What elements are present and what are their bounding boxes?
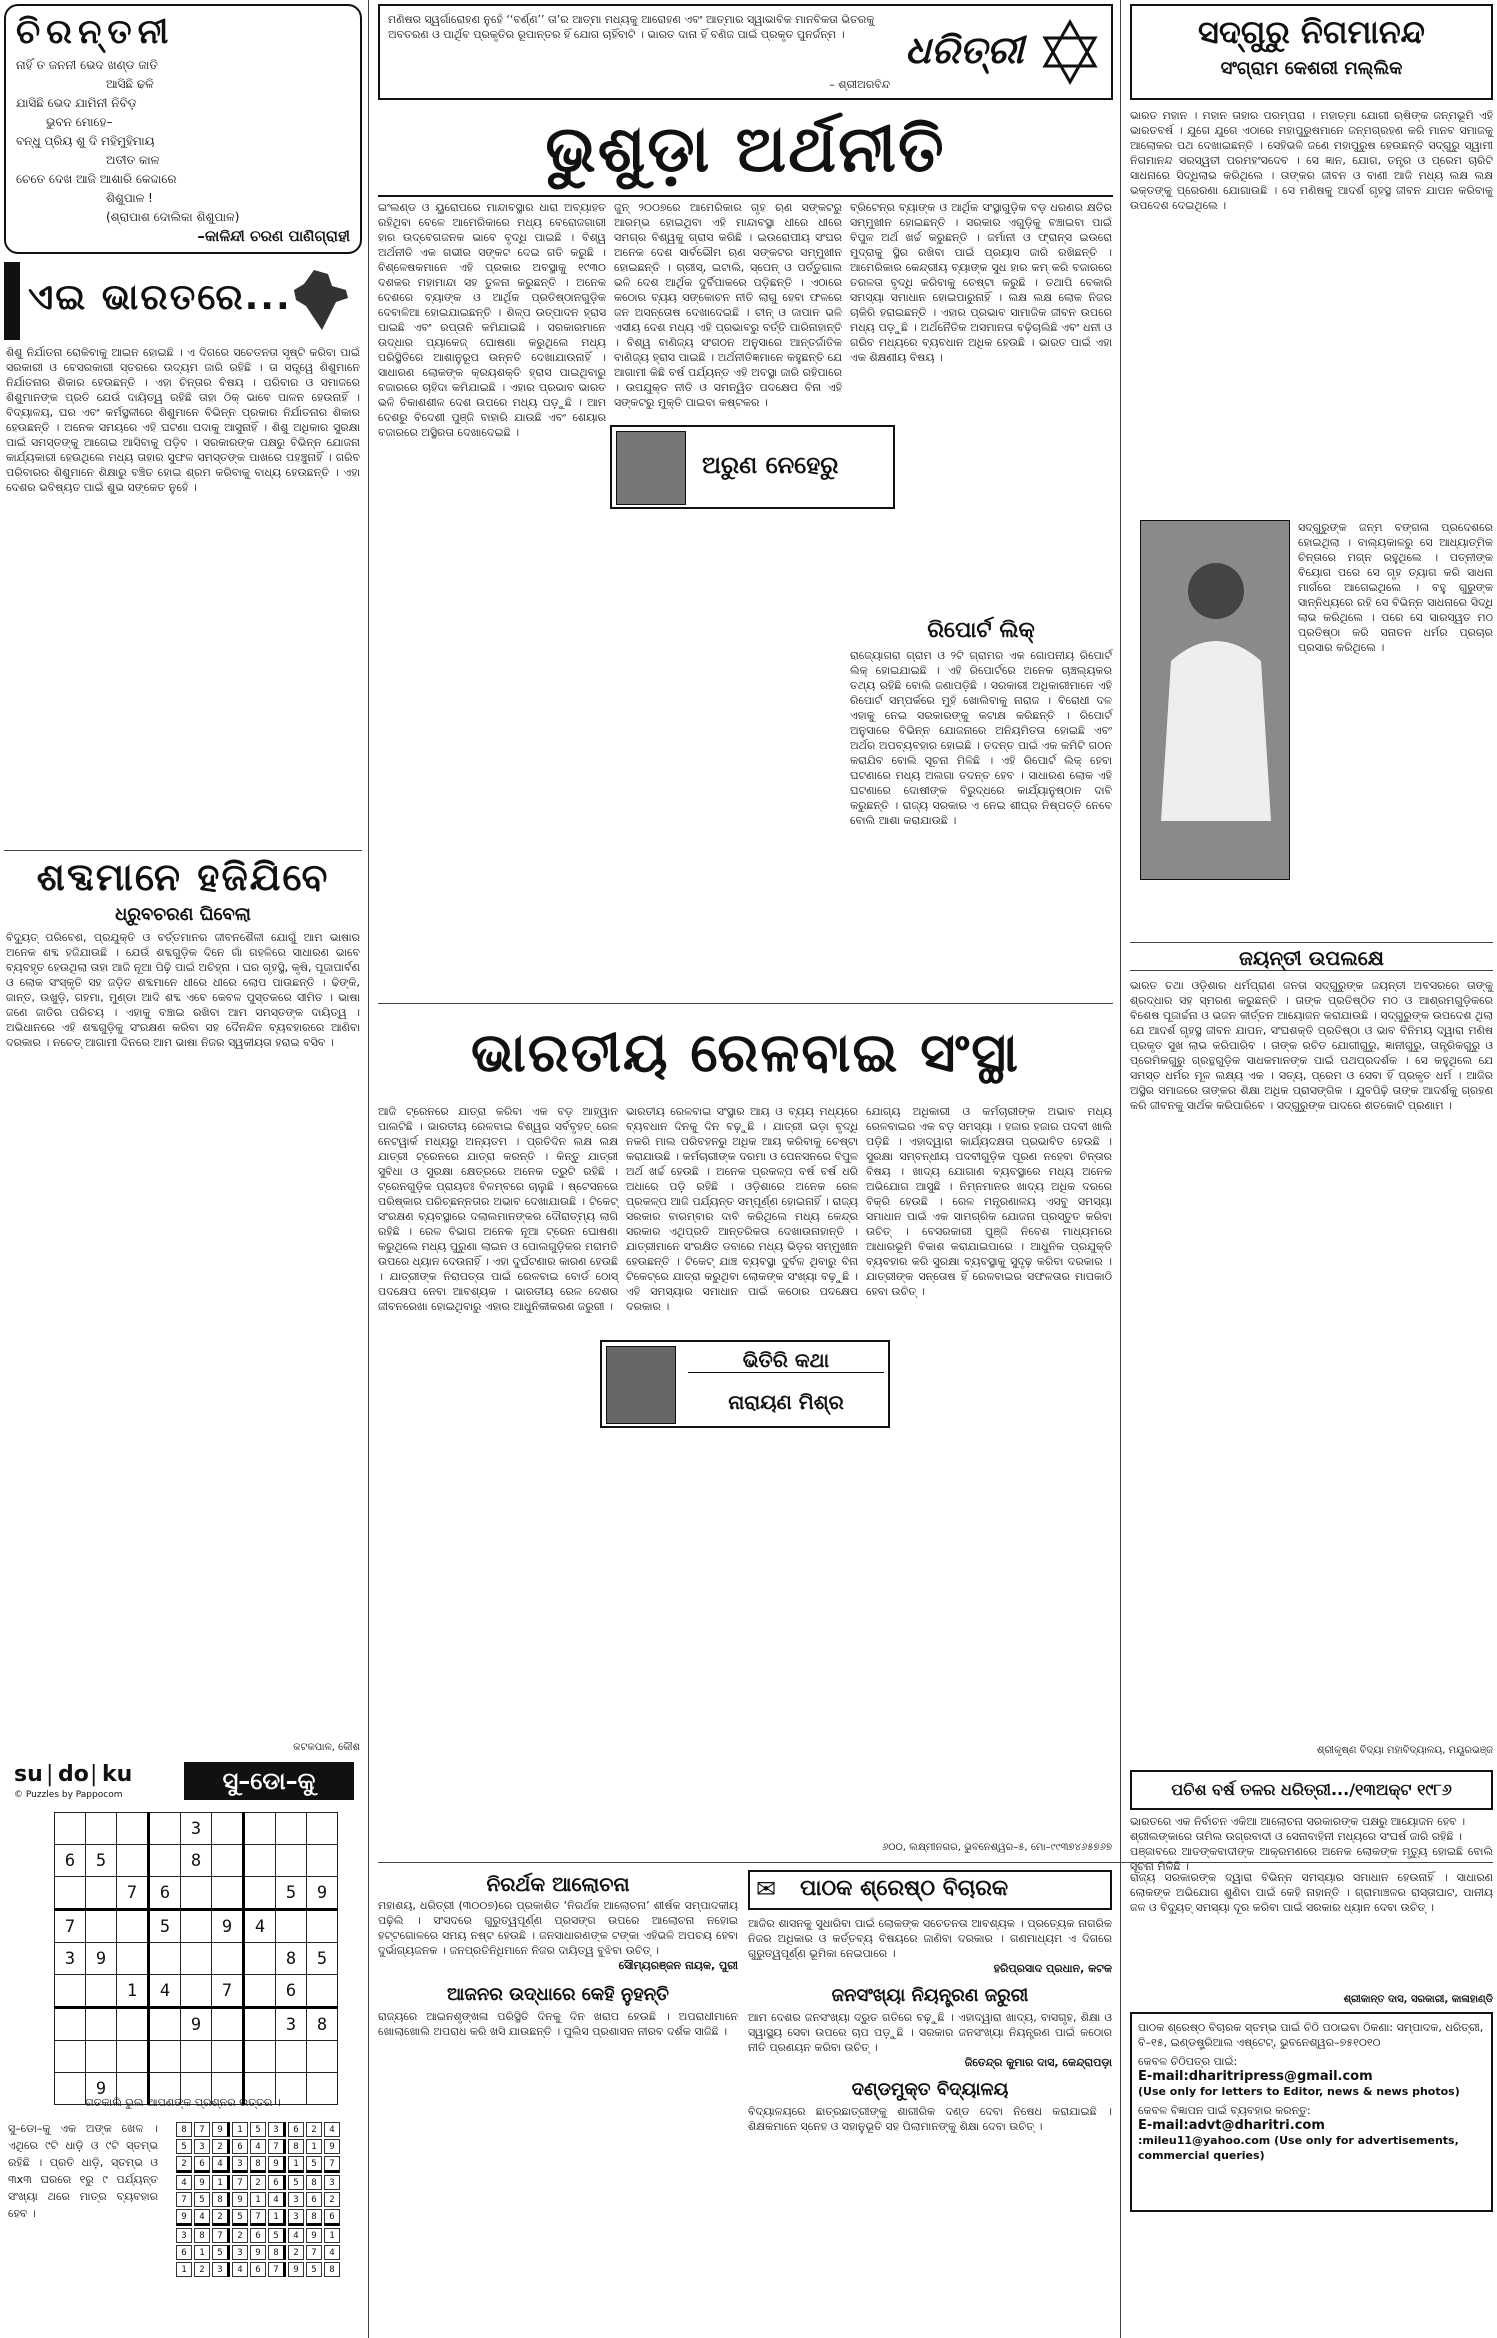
shabdamane-author: ଧ୍ରୁବଚରଣ ଘିବେଲା: [115, 904, 251, 925]
divider: [1130, 942, 1493, 943]
ei-bharatare-title: ଏଇ ଭାରତରେ...: [28, 277, 292, 318]
sudoku-cell: [307, 1910, 338, 1943]
pathaka-body: ଆଜିର ଶାସନକୁ ସୁଧାରିବା ପାଇଁ ଲୋକଙ୍କ ସଚେତନତା ଆବଶ୍ୟକ । ପ୍ରତ୍ୟେକ ନାଗରିକ ନିଜର ଅଧିକାର ଓ କର୍ତ୍ତବ୍ୟ ବିଷୟରେ ଜାଣିବା ଦରକାର । ଗଣମାଧ୍ୟମ ଏ ଦିଗରେ ଗୁରୁତ୍ୱପୂର୍ଣ୍ଣ ଭୂମିକା ନେଇପାରେ ।: [748, 1917, 1112, 1960]
solution-cell: 1: [176, 2262, 192, 2277]
letters-title: ନିରର୍ଥକ ଆଲୋଚନା: [486, 1872, 630, 1896]
solution-row: [176, 2262, 340, 2277]
sadguru-figure-icon: [1141, 521, 1291, 881]
solution-cell: 8: [176, 2122, 192, 2137]
sadguru-title: ସଦ୍‌ଗୁରୁ ନିଗମାନନ୍ଦ: [1198, 13, 1425, 51]
solution-cell: 7: [324, 2156, 340, 2173]
author-photo: [606, 1346, 676, 1424]
solution-cell: 4: [194, 2209, 210, 2226]
pathaka-sign2: ଜିତେନ୍ଦ୍ର କୁମାର ଦାସ, କେନ୍ଦ୍ରାପଡ଼ା: [964, 2056, 1112, 2069]
main-col1: ଇଂଲଣ୍ଡ ଓ ୟୁରୋପରେ ମାନ୍ଦାବସ୍ଥାର ଧାରା ଅବ୍ୟାହତ ରହିଥିବା ବେଳେ ଆମେରିକାରେ ମଧ୍ୟ ବେରୋଜଗାରୀ ହାର ଉଦ୍‌ବେଗଜନକ ଭାବେ ବୃଦ୍ଧି ପାଇଛି । ବିଶ୍ୱ ଅର୍ଥନୀତି ଏକ ଗଭୀର ସଙ୍କଟ ଦେଇ ଗତି କରୁଛି । ବିଶ୍ଳେଷକମାନେ ଏହି ପ୍ରକାର ଅବସ୍ଥାକୁ ୧୯୩୦ ଦଶକର ମହାମାନ୍ଦା ସହ ତୁଳନା କରୁଛନ୍ତି । ଅନେକ ଦେଶରେ ବ୍ୟାଙ୍କ ଓ ଆର୍ଥିକ ପ୍ରତିଷ୍ଠାନଗୁଡ଼ିକ ଦେବାଳିଆ ହୋଇଯାଇଛନ୍ତି । ଶିଳ୍ପ ଉତ୍ପାଦନ ହ୍ରାସ ପାଇଛି ଏବଂ ରପ୍ତାନି କମିଯାଇଛି । ସରକାରମାନେ ଉଦ୍ଧାର ପ୍ୟାକେଜ୍ ଘୋଷଣା କରୁଥିଲେ ମଧ୍ୟ ପରିସ୍ଥିତିରେ ଆଶାନୁରୂପ ଉନ୍ନତି ଦେଖାଯାଉନାହିଁ । ସାଧାରଣ ଲୋକଙ୍କ କ୍ରୟଶକ୍ତି ହ୍ରାସ ପାଇଥିବାରୁ ବଜାରରେ ଚାହିଦା କମିଯାଇଛି । ଏହାର ପ୍ରଭାବ ଭାରତ ଭଳି ବିକାଶଶୀଳ ଦେଶ ଉପରେ ମଧ୍ୟ ପଡ଼ୁଛି । ଆମ ଦେଶରୁ ବିଦେଶୀ ପୁଞ୍ଜି ବାହାରି ଯାଉଛି ଏବଂ ଶେୟାର ବଜାରରେ ଅସ୍ଥିରତା ଦେଖାଦେଇଛି ।: [378, 201, 606, 439]
sadguru-body2: ସଦ୍‌ଗୁରୁଙ୍କ ଜନ୍ମ ବଙ୍ଗଳା ପ୍ରଦେଶରେ ହୋଇଥିଲା । ବାଲ୍ୟକାଳରୁ ସେ ଆଧ୍ୟାତ୍ମିକ ଚିନ୍ତାରେ ମଗ୍ନ ରହୁଥିଲେ । ପତ୍ନୀଙ୍କ ବିୟୋଗ ପରେ ସେ ଗୃହ ତ୍ୟାଗ କରି ସାଧନା ମାର୍ଗରେ ଆଗେଇଥିଲେ । ବହୁ ଗୁରୁଙ୍କ ସାନ୍ନିଧ୍ୟରେ ରହି ସେ ବିଭିନ୍ନ ସାଧନାରେ ସିଦ୍ଧି ଲାଭ କରିଥିଲେ । ପରେ ସେ ସାରସ୍ୱତ ମଠ ପ୍ରତିଷ୍ଠା କରି ସନାତନ ଧର୍ମର ପ୍ରଚାର ପ୍ରସାର କରିଥିଲେ ।: [1298, 521, 1493, 654]
column-divider: [1120, 0, 1121, 1862]
poem-line: ଭୁବନ ମୋହେ–: [46, 115, 113, 129]
sudoku-row: [55, 1877, 338, 1910]
sudoku-cell: 6: [149, 1877, 181, 1910]
poem-line: ଚେତେ ଦେଖ ଆଜି ଆଶାରି କେଦ୍ଦାରେ: [16, 172, 177, 186]
sudoku-cell: [86, 2041, 117, 2073]
pathaka-title: ପାଠକ ଶ୍ରେଷ୍ଠ ବିଚାରକ: [800, 1876, 1009, 1901]
pachisha-box: [1130, 1770, 1493, 1810]
rightbottom-sign: ଶ୍ରୀକାନ୍ତ ଦାସ, ସରକାରୀ, କାଳାହାଣ୍ଡି: [1343, 1994, 1493, 2005]
solution-cell: 6: [250, 2228, 266, 2243]
sudoku-cell: 3: [276, 2008, 307, 2041]
solution-cell: 2: [194, 2262, 210, 2277]
sudoku-cell: 7: [212, 1975, 244, 2008]
sudoku-cell: [86, 1910, 117, 1943]
railway-col1: ଆଜି ଟ୍ରେନରେ ଯାତ୍ରା କରିବା ଏକ ବଡ଼ ଆହ୍ୱାନ ପାଲଟିଛି । ଭାରତୀୟ ରେଳବାଇ ବିଶ୍ୱର ସର୍ବବୃହତ୍ ରେଳ ନେଟୱାର୍କ ମଧ୍ୟରୁ ଅନ୍ୟତମ । ପ୍ରତିଦିନ ଲକ୍ଷ ଲକ୍ଷ ଯାତ୍ରୀ ଟ୍ରେନରେ ଯାତ୍ରା କରନ୍ତି । କିନ୍ତୁ ଯାତ୍ରୀ ସୁବିଧା ଓ ସୁରକ୍ଷା କ୍ଷେତ୍ରରେ ଅନେକ ତ୍ରୁଟି ରହିଛି । ଟ୍ରେନଗୁଡ଼ିକ ପ୍ରାୟତଃ ବିଳମ୍ବରେ ଚାଲୁଛି । ଷ୍ଟେସନରେ ପରିଷ୍କାର ପରିଚ୍ଛନ୍ନତାର ଅଭାବ ଦେଖାଯାଉଛି । ଟିକେଟ୍ ସଂରକ୍ଷଣ ବ୍ୟବସ୍ଥାରେ ଦଲାଲମାନଙ୍କର ଦୌରାତ୍ମ୍ୟ ଲାଗି ରହିଛି । ରେଳ ବିଭାଗ ଅନେକ ନୂଆ ଟ୍ରେନ ଘୋଷଣା କରୁଥିଲେ ମଧ୍ୟ ପୁରୁଣା ଲାଇନ ଓ ପୋଲଗୁଡ଼ିକର ମରାମତି ଉପରେ ଧ୍ୟାନ ଦେଉନାହିଁ । ଏହା ଦୁର୍ଘଟଣାର କାରଣ ହେଉଛି । ଯାତ୍ରୀଙ୍କ ନିରାପତ୍ତା ପାଇଁ ରେଳବାଇ ବୋର୍ଡ ଠୋସ୍ ପଦକ୍ଷେପ ନେବା ଆବଶ୍ୟକ । ଭାରତୀୟ ରେଳ ଦେଶର ଜୀବନରେଖା ହୋଇଥିବାରୁ ଏହାର ଆଧୁନିକୀକରଣ ଜରୁରୀ ।: [378, 1105, 618, 1313]
railway-author: ନାରାୟଣ ମିଶ୍ର: [728, 1390, 844, 1414]
solution-cell: 5: [194, 2192, 210, 2207]
star-emblem-icon: [1035, 16, 1105, 90]
sudoku-cell: [307, 1813, 338, 1845]
sudoku-cell: [307, 1845, 338, 1877]
sudoku-cell: [181, 1943, 212, 1975]
solution-cell: 5: [268, 2228, 286, 2243]
solution-cell: 1: [232, 2122, 248, 2137]
sudoku-solution-table: [174, 2120, 342, 2279]
sudoku-cell: [149, 1845, 181, 1877]
solution-cell: 2: [212, 2209, 230, 2226]
solution-cell: 9: [268, 2156, 286, 2173]
solution-cell: 4: [288, 2228, 304, 2243]
solution-cell: 5: [212, 2245, 230, 2260]
solution-cell: 8: [250, 2156, 266, 2173]
solution-cell: 6: [288, 2122, 304, 2137]
solution-cell: 7: [194, 2122, 210, 2137]
sudoku-cell: 5: [86, 1845, 117, 1877]
solution-cell: 1: [194, 2245, 210, 2260]
sudoku-logo-b: do: [58, 1762, 89, 1787]
sudoku-cell: 1: [117, 1975, 149, 2008]
solution-cell: 4: [324, 2122, 340, 2137]
sudoku-cell: [244, 1877, 276, 1910]
pachisha-title: ପଚିଶ ବର୍ଷ ତଳର ଧରିତ୍ରୀ.../୧୩ଅକ୍ଟ ୧୯୮୬: [1171, 1780, 1452, 1799]
sudoku-cell: [244, 1975, 276, 2008]
solution-row: [176, 2156, 340, 2173]
sudoku-cell: 9: [86, 1943, 117, 1975]
adv-email-link[interactable]: E-mail:advt@dharitri.com: [1138, 2118, 1325, 2133]
pathaka-title-box: [748, 1870, 1112, 1910]
india-map-icon: [284, 266, 356, 336]
shabdamane-footer: କଟକପାଳ, କୌଶ: [293, 1742, 360, 1753]
sudoku-cell: [244, 1943, 276, 1975]
solution-cell: 3: [324, 2175, 340, 2190]
sudoku-sub: © Puzzles by Pappocom: [14, 1790, 123, 1800]
sudoku-section: [4, 1760, 362, 2334]
sudoku-table: [54, 1812, 338, 2105]
sudoku-cell: 9: [86, 2073, 117, 2105]
solution-cell: 7: [250, 2209, 266, 2226]
sudoku-cell: 9: [212, 1910, 244, 1943]
sudoku-caption: ଗତକାଲି ଭୁଲ ଆପଣଙ୍କ ପ୍ରଶ୍ନର ଉତ୍ତର ।: [85, 2096, 281, 2109]
solution-cell: 6: [268, 2175, 286, 2190]
solution-row: [176, 2122, 340, 2137]
sudoku-cell: [86, 2008, 117, 2041]
solution-cell: 5: [306, 2156, 322, 2173]
quote-author: – ଶ୍ରୀଅରବିନ୍ଦ: [829, 78, 890, 91]
solution-cell: 7: [232, 2175, 248, 2190]
solution-cell: 9: [176, 2209, 192, 2226]
column-divider: [368, 0, 369, 2338]
sudoku-cell: 5: [307, 1943, 338, 1975]
solution-cell: 1: [250, 2192, 266, 2207]
solution-cell: 2: [250, 2175, 266, 2190]
solution-cell: 4: [268, 2192, 286, 2207]
sudoku-solution: [174, 2120, 342, 2279]
main-col3: ବ୍ରିଟେନ୍‌ର ବ୍ୟାଙ୍କ ଓ ଆର୍ଥିକ ସଂସ୍ଥାଗୁଡ଼ିକ ବଡ଼ ଧରଣର କ୍ଷତିର ସମ୍ମୁଖୀନ ହୋଇଛନ୍ତି । ସରକାର ଏଗୁଡ଼ିକୁ ବଞ୍ଚାଇବା ପାଇଁ ବିପୁଳ ଅର୍ଥ ଖର୍ଚ୍ଚ କରୁଛନ୍ତି । ଜର୍ମାନୀ ଓ ଫ୍ରାନ୍ସ ଇଉରୋ ମୁଦ୍ରାକୁ ସ୍ଥିର ରଖିବା ପାଇଁ ପ୍ରୟାସ ଜାରି ରଖିଛନ୍ତି । ଆମେରିକାର କେନ୍ଦ୍ରୀୟ ବ୍ୟାଙ୍କ ସୁଧ ହାର କମ୍ କରି ବଜାରରେ ତରଳତା ବୃଦ୍ଧି କରିବାକୁ ଚେଷ୍ଟା କରୁଛି । ତଥାପି ବେକାରି ସମସ୍ୟା ସମାଧାନ ହୋଇପାରୁନାହିଁ । ଲକ୍ଷ ଲକ୍ଷ ଲୋକ ନିଜର ଚାକିରି ହରାଇଛନ୍ତି । ଏହାର ପ୍ରଭାବ ସାମାଜିକ ଜୀବନ ଉପରେ ମଧ୍ୟ ପଡ଼ୁଛି । ଅର୍ଥନୈତିକ ଅସମାନତା ବଢ଼ିଚାଲିଛି ଏବଂ ଧନୀ ଓ ଗରିବ ମଧ୍ୟରେ ବ୍ୟବଧାନ ଅଧିକ ହେଉଛି । ଭାରତ ପାଇଁ ଏହା ଏକ ଶିକ୍ଷଣୀୟ ବିଷୟ ।: [850, 201, 1112, 364]
poem-line: ଯାସିଛି ଭେଦ ଯାମିନୀ ନିବିଡ଼: [16, 96, 137, 110]
letters-col: [378, 1870, 738, 2330]
poem-line: ଶିଶୁପାଳ !: [106, 191, 153, 205]
quote-text: ମଣିଷର ସ୍ୱର୍ଗାରୋହଣ ନୁହେଁ ‘‘ବର୍ଣ୍ଣ’’ ତା’ର ଆତ୍ମା ମଧ୍ୟକୁ ଆରୋହଣ ଏବଂ ଆତ୍ମାର ସ୍ୱାଭାବିକ ମାନବିକତା ଭିତରକୁ ଅବତରଣ ଓ ପାର୍ଥିବ ପ୍ରକୃତିର ରୂପାନ୍ତର ହିଁ ଯୋଗ ଚାହିଁବାଟି । ଭାରତ ଦାନା ହିଁ ବଣିଜ ପାଇଁ ପ୍ରକୃତ ପୁନର୍ଜନ୍ମ ।: [388, 13, 875, 41]
sudoku-cell: [244, 1813, 276, 1845]
sudoku-cell: [117, 1943, 149, 1975]
sudoku-cell: 6: [55, 1845, 86, 1877]
solution-cell: 6: [194, 2156, 210, 2173]
letters-title2: ଆଜନର ଉଦ୍ଧାରେ କେହି ନୁହନ୍ତି: [447, 1984, 669, 2005]
sudoku-cell: [149, 2041, 181, 2073]
column-divider: [1120, 1862, 1121, 2338]
contact-box: [1130, 2012, 1493, 2212]
letters-body2: ରାଜ୍ୟରେ ଆଇନଶୃଙ୍ଖଳା ପରିସ୍ଥିତି ଦିନକୁ ଦିନ ଖରାପ ହେଉଛି । ଅପରାଧୀମାନେ ଖୋଲାଖୋଲି ଅପରାଧ କରି ଖସି ଯାଉଛନ୍ତି । ପୁଲିସ ପ୍ରଶାସନ ନୀରବ ଦର୍ଶକ ସାଜିଛି ।: [378, 2010, 738, 2038]
rightbottom-body: ରାଜ୍ୟ ସରକାରଙ୍କ ଦ୍ୱାରା ବିଭିନ୍ନ ସମସ୍ୟାର ସମାଧାନ ହେଉନାହିଁ । ସାଧାରଣ ଲୋକଙ୍କ ଅଭିଯୋଗ ଶୁଣିବା ପାଇଁ କେହି ନାହାନ୍ତି । ଗ୍ରାମାଞ୍ଚଳର ରାସ୍ତାଘାଟ, ପାନୀୟ ଜଳ ଓ ବିଦ୍ୟୁତ୍ ସମସ୍ୟା ଦୂର କରିବା ପାଇଁ ସରକାର ଧ୍ୟାନ ଦେବା ଉଚିତ୍ ।: [1130, 1871, 1493, 1914]
solution-cell: 5: [176, 2139, 192, 2154]
sudoku-row: [55, 2008, 338, 2041]
solution-cell: 1: [288, 2156, 304, 2173]
solution-cell: 8: [288, 2139, 304, 2154]
solution-row: [176, 2209, 340, 2226]
sudoku-rules: ସୁ–ଡୋ–କୁ ଏକ ଅଙ୍କ ଖେଳ । ଏଥିରେ ୯ଟି ଧାଡ଼ି ଓ ୯ଟି ସ୍ତମ୍ଭ ରହିଛି । ପ୍ରତି ଧାଡ଼ି, ସ୍ତମ୍ଭ ଓ ୩x୩ ଘରରେ ୧ରୁ ୯ ପର୍ଯ୍ୟନ୍ତ ସଂଖ୍ୟା ଥରେ ମାତ୍ର ବ୍ୟବହାର ହେବ ।: [8, 2122, 158, 2220]
sudoku-logo-a: su: [14, 1762, 43, 1787]
solution-cell: 9: [212, 2122, 230, 2137]
sadguru-photo: [1140, 520, 1290, 880]
sudoku-cell: 9: [181, 2008, 212, 2041]
sudoku-cell: [117, 1813, 149, 1845]
pachisha-item: ପଞ୍ଜାବରେ ଆତଙ୍କବାଦୀଙ୍କ ଆକ୍ରମଣରେ ଅନେକ ଲୋକଙ୍କ ମୃତ୍ୟୁ ହୋଇଛି ବୋଲି ସୂଚନା ମିଳିଛି ।: [1130, 1845, 1493, 1873]
sudoku-cell: [276, 1910, 307, 1943]
solution-cell: 2: [324, 2192, 340, 2207]
contact-info: ପାଠକ ଶ୍ରେଷ୍ଠ ବିଚାରକ ସ୍ତମ୍ଭ ପାଇଁ ଚିଠି ପଠାଇବା ଠିକଣା: ସମ୍ପାଦକ, ଧରିତ୍ରୀ, ବି–୧୫, ଇଣ୍ଡଷ୍ଟ୍ରିଆଲ ଏଷ୍ଟେଟ୍, ଭୁବନେଶ୍ୱର–୭୫୧୦୧୦: [1138, 2021, 1484, 2049]
solution-cell: 5: [288, 2175, 304, 2190]
pathaka-sign: ହରିପ୍ରସାଦ ପ୍ରଧାନ, କଟକ: [993, 1962, 1112, 1975]
sudoku-cell: [149, 2008, 181, 2041]
sudoku-logo-c: ku: [102, 1762, 133, 1787]
sudoku-cell: 7: [117, 1877, 149, 1910]
sudoku-cell: [55, 2041, 86, 2073]
pathaka-body3: ବିଦ୍ୟାଳୟରେ ଛାତ୍ରଛାତ୍ରୀଙ୍କୁ ଶାରୀରିକ ଦଣ୍ଡ ଦେବା ନିଷେଧ କରାଯାଇଛି । ଶିକ୍ଷକମାନେ ସ୍ନେହ ଓ ସହାନୁଭୂତି ସହ ପିଲାମାନଙ୍କୁ ଶିକ୍ଷା ଦେବା ଉଚିତ୍ ।: [748, 2105, 1112, 2133]
railway-headline: ଭାରତୀୟ ରେଳବାଇ ସଂସ୍ଥା: [470, 1021, 1020, 1084]
solution-cell: 9: [306, 2228, 322, 2243]
sudoku-cell: [276, 2041, 307, 2073]
pachisha-list: [1130, 1814, 1493, 1873]
solution-cell: 2: [212, 2139, 230, 2154]
sudoku-cell: [149, 1943, 181, 1975]
chirantani-title: ଚିରନ୍ତନୀ: [16, 12, 175, 52]
sadguru-author: ସଂଗ୍ରାମ କେଶରୀ ମଲ୍ଲିକ: [1220, 58, 1403, 79]
solution-cell: 9: [232, 2192, 248, 2207]
shabdamane-title: ଶବ୍ଦମାନେ ହଜିଯିବେ: [36, 855, 330, 899]
solution-cell: 8: [324, 2262, 340, 2277]
sudoku-cell: 3: [181, 1813, 212, 1845]
sudoku-cell: [307, 2041, 338, 2073]
solution-cell: 8: [268, 2245, 286, 2260]
poem-line: ଅତୀତ କାଳ: [106, 153, 160, 167]
solution-cell: 6: [176, 2245, 192, 2260]
sudoku-logo-sep: |: [90, 1762, 98, 1787]
divider: [4, 850, 362, 851]
poem-line: ବନ୍ଧୁ ପ୍ରିୟ ଶୁ ଦି ମହିମୁହିମାୟ: [16, 134, 155, 148]
sudoku-cell: [149, 1813, 181, 1845]
poem-author: –କାଳିନ୍ଦୀ ଚରଣ ପାଣିଗ୍ରାହୀ: [197, 227, 350, 245]
sudoku-cell: [212, 2041, 244, 2073]
poem-line: ନାହିଁ ତ ଜନନୀ ଭେଦ ଖଣ୍ଡ ଜାତି: [16, 58, 158, 72]
pathaka-title3: ଦଣ୍ଡମୁକ୍ତ ବିଦ୍ୟାଳୟ: [851, 2079, 1009, 2100]
sudoku-cell: [212, 1845, 244, 1877]
sudoku-cell: [276, 1813, 307, 1845]
jayanti-title: ଜୟନ୍ତୀ ଉପଲକ୍ଷେ: [1130, 946, 1493, 971]
sudoku-cell: 9: [307, 1877, 338, 1910]
solution-cell: 9: [250, 2245, 266, 2260]
solution-row: [176, 2192, 340, 2207]
sudoku-cell: 8: [181, 1845, 212, 1877]
main-headline: ଭୁଶୁଡ଼ା ଅର୍ଥନୀତି: [378, 105, 1113, 197]
sudoku-cell: [117, 1910, 149, 1943]
sadguru-header: [1130, 4, 1493, 100]
solution-cell: 7: [268, 2262, 286, 2277]
letters-body: ମହାଶୟ, ଧରିତ୍ରୀ (୩୦୦୭)ରେ ପ୍ରକାଶିତ ‘ନିରର୍ଥକ ଆଲୋଚନା’ ଶୀର୍ଷକ ସମ୍ପାଦକୀୟ ପଢ଼ିଲି । ସଂସଦରେ ଗୁରୁତ୍ୱପୂର୍ଣ୍ଣ ପ୍ରସଙ୍ଗ ଉପରେ ଆଲୋଚନା ନହୋଇ ହଟ୍ଟଗୋଳରେ ସମୟ ନଷ୍ଟ ହେଉଛି । ଜନସାଧାରଣଙ୍କ ଟଙ୍କା ଏହିଭଳି ଅପଚୟ ହେବା ଦୁର୍ଭାଗ୍ୟଜନକ । ଜନପ୍ରତିନିଧିମାନେ ନିଜର ଦାୟିତ୍ୱ ବୁଝିବା ଉଚିତ୍ ।: [378, 1899, 738, 1957]
sudoku-cell: [181, 1910, 212, 1943]
sudoku-row: [55, 1910, 338, 1943]
solution-cell: 7: [306, 2245, 322, 2260]
email-link[interactable]: E-mail:dharitripress@gmail.com: [1138, 2069, 1373, 2084]
author-photo: [616, 431, 686, 505]
sudoku-cell: [86, 1813, 117, 1845]
solution-cell: 7: [268, 2139, 286, 2154]
solution-cell: 1: [268, 2209, 286, 2226]
shabdamane-body: ବିଦ୍ୟୁତ୍ ପରିବେଶ, ପ୍ରଯୁକ୍ତି ଓ ବର୍ତ୍ତମାନର ଜୀବନଶୈଳୀ ଯୋଗୁଁ ଆମ ଭାଷାର ଅନେକ ଶବ୍ଦ ହଜିଯାଉଛି । ଯେଉଁ ଶବ୍ଦଗୁଡ଼ିକ ଦିନେ ଗାଁ ଗହଳିରେ ସାଧାରଣ ଭାବେ ବ୍ୟବହୃତ ହେଉଥିଲା ତାହା ଆଜି ନୂଆ ପିଢ଼ି ପାଇଁ ଅଚିହ୍ନା । ଘର ଗୃହସ୍ଥି, କୃଷି, ପୂଜାପାର୍ବଣ ଓ ଲୋକ ସଂସ୍କୃତି ସହ ଜଡ଼ିତ ଶବ୍ଦମାନେ ଧୀରେ ଧୀରେ ଲୋପ ପାଉଛନ୍ତି । ଢିଙ୍କି, ଜାନ୍ତ, ଉଖୁଡ଼ି, ଗହମା, ମୁଣ୍ଡା ଆଦି ଶବ୍ଦ ଏବେ କେବଳ ପୁସ୍ତକରେ ସୀମିତ । ଭାଷା ଜଣେ ଜାତିର ପରିଚୟ । ଏହାକୁ ବଞ୍ଚାଇ ରଖିବା ଆମ ସମସ୍ତଙ୍କ ଦାୟିତ୍ୱ । ଅଭିଧାନରେ ଏହି ଶବ୍ଦଗୁଡ଼ିକୁ ସଂରକ୍ଷଣ କରିବା ସହ ଦୈନନ୍ଦିନ ବ୍ୟବହାରରେ ଆଣିବା ଦରକାର । ନଚେତ୍ ଆଗାମୀ ଦିନରେ ଆମ ଭାଷା ନିଜର ସ୍ୱକୀୟତା ହରାଇ ବସିବ ।: [6, 931, 360, 1049]
solution-cell: 5: [232, 2209, 248, 2226]
sudoku-logo-sep: |: [46, 1762, 54, 1787]
header-bar: [4, 262, 20, 340]
solution-cell: 4: [232, 2262, 248, 2277]
sudoku-cell: [212, 1813, 244, 1845]
sadguru-body3: ଭାରତ ତଥା ଓଡ଼ିଶାର ଧର୍ମପ୍ରାଣ ଜନତା ସଦ୍‌ଗୁରୁଙ୍କ ଜୟନ୍ତୀ ଅବସରରେ ତାଙ୍କୁ ଶ୍ରଦ୍ଧାର ସହ ସ୍ମରଣ କରୁଛନ୍ତି । ତାଙ୍କ ପ୍ରତିଷ୍ଠିତ ମଠ ଓ ଆଶ୍ରମଗୁଡ଼ିକରେ ବିଶେଷ ପୂଜାର୍ଚ୍ଚନା ଓ ଭଜନ କୀର୍ତ୍ତନ ଆୟୋଜନ କରାଯାଉଛି । ସଦ୍‌ଗୁରୁଙ୍କ ଉପଦେଶ ଥିଲା ଯେ ଆଦର୍ଶ ଗୃହସ୍ଥ ଜୀବନ ଯାପନ, ସଂଘଶକ୍ତି ପ୍ରତିଷ୍ଠା ଓ ଭାବ ବିନିମୟ ଦ୍ୱାରା ମଣିଷ ପ୍ରକୃତ ସୁଖ ଲାଭ କରିପାରିବ । ତାଙ୍କ ରଚିତ ଯୋଗୀଗୁରୁ, ଜ୍ଞାନୀଗୁରୁ, ତାନ୍ତ୍ରିକଗୁରୁ ଓ ପ୍ରେମିକଗୁରୁ ଗ୍ରନ୍ଥଗୁଡ଼ିକ ସାଧକମାନଙ୍କ ପାଇଁ ପଥପ୍ରଦର୍ଶକ । ସେ କହୁଥିଲେ ଯେ ସମସ୍ତ ଧର୍ମର ମୂଳ ଲକ୍ଷ୍ୟ ଏକ । ସତ୍ୟ, ପ୍ରେମ ଓ ସେବା ହିଁ ପ୍ରକୃତ ଧର୍ମ । ଆଜିର ଅସ୍ଥିର ସମାଜରେ ତାଙ୍କର ଶିକ୍ଷା ଅଧିକ ପ୍ରାସଙ୍ଗିକ । ଯୁବପିଢ଼ି ତାଙ୍କ ଆଦର୍ଶକୁ ଗ୍ରହଣ କରି ଜୀବନକୁ ସାର୍ଥକ କରିପାରିବେ । ସଦ୍‌ଗୁରୁଙ୍କ ପାଦରେ ଶତକୋଟି ପ୍ରଣାମ ।: [1130, 979, 1493, 1112]
pathaka-body2: ଆମ ଦେଶର ଜନସଂଖ୍ୟା ଦ୍ରୁତ ଗତିରେ ବଢ଼ୁଛି । ଏହାଦ୍ୱାରା ଖାଦ୍ୟ, ବାସଗୃହ, ଶିକ୍ଷା ଓ ସ୍ୱାସ୍ଥ୍ୟ ସେବା ଉପରେ ଚାପ ପଡ଼ୁଛି । ସରକାର ଜନସଂଖ୍ୟା ନିୟନ୍ତ୍ରଣ ପାଇଁ କଠୋର ନୀତି ପ୍ରଣୟନ କରିବା ଉଚିତ୍ ।: [748, 2011, 1112, 2054]
sudoku-row: [55, 1975, 338, 2008]
sudoku-row: [55, 2041, 338, 2073]
sudoku-cell: [117, 2041, 149, 2073]
divider: [378, 1003, 1113, 1004]
dharitri-logo: ଧରିତ୍ରୀ: [905, 28, 1024, 72]
solution-cell: 9: [194, 2175, 210, 2190]
poem-source: (ଶ୍ରାପାଶ ଦୋଲିକା ଶିଶୁପାଳ): [106, 210, 240, 224]
solution-cell: 3: [232, 2245, 248, 2260]
sudoku-logo: [14, 1762, 164, 1802]
sudoku-title: ସୁ–ଡୋ–କୁ: [184, 1762, 354, 1800]
sudoku-cell: [244, 2041, 276, 2073]
sudoku-row: [55, 1943, 338, 1975]
envelope-icon: ✉: [756, 1875, 777, 1903]
sudoku-cell: [55, 1975, 86, 2008]
report-leak-body: ରାଜ୍ୟୋଗରା ଗ୍ରାମ ଓ ୨ଟି ଗ୍ରାମର ଏକ ଗୋପନୀୟ ରିପୋର୍ଟ ଲିକ୍ ହୋଇଯାଇଛି । ଏହି ରିପୋର୍ଟରେ ଅନେକ ଚାଞ୍ଚଲ୍ୟକର ତଥ୍ୟ ରହିଛି ବୋଲି ଜଣାପଡ଼ିଛି । ସରକାରୀ ଅଧିକାରୀମାନେ ଏହି ରିପୋର୍ଟ ସମ୍ପର୍କରେ ମୁହଁ ଖୋଲିବାକୁ ନାରାଜ । ବିରୋଧୀ ଦଳ ଏହାକୁ ନେଇ ସରକାରଙ୍କୁ କଟାକ୍ଷ କରିଛନ୍ତି । ରିପୋର୍ଟ ଅନୁସାରେ ବିଭିନ୍ନ ଯୋଜନାରେ ଅନିୟମିତତା ହୋଇଛି ଏବଂ ଅର୍ଥର ଅପବ୍ୟବହାର ହୋଇଛି । ତଦନ୍ତ ପାଇଁ ଏକ କମିଟି ଗଠନ କରାଯିବ ବୋଲି ସୂଚନା ମିଳିଛି । ଏହି ରିପୋର୍ଟ ଲିକ୍ ହେବା ଘଟଣାରେ ମଧ୍ୟ ଅଲଗା ତଦନ୍ତ ହେବ । ସାଧାରଣ ଲୋକ ଏହି ଘଟଣାରେ ଦୋଷୀଙ୍କ ବିରୁଦ୍ଧରେ କାର୍ଯ୍ୟାନୁଷ୍ଠାନ ଦାବି କରୁଛନ୍ତି । ରାଜ୍ୟ ସରକାର ଏ ନେଇ ଶୀଘ୍ର ନିଷ୍ପତ୍ତି ନେବେ ବୋଲି ଆଶା କରାଯାଉଛି ।: [850, 649, 1112, 827]
chirantani-box: [4, 4, 362, 254]
solution-cell: 9: [324, 2139, 340, 2154]
solution-cell: 2: [288, 2245, 304, 2260]
solution-cell: 8: [306, 2209, 322, 2226]
pachisha-item: ଶ୍ରୀଲଙ୍କାରେ ତାମିଲ ଉଗ୍ରବାଦୀ ଓ ସେନାବାହିନୀ ମଧ୍ୟରେ ସଂଘର୍ଷ ଜାରି ରହିଛି ।: [1130, 1830, 1462, 1843]
adv-label: କେବଳ ବିଜ୍ଞାପନ ପାଇଁ ବ୍ୟବହାର କରନ୍ତୁ:: [1138, 2104, 1311, 2117]
quote-box: [378, 4, 1113, 100]
solution-cell: 1: [324, 2228, 340, 2243]
solution-cell: 4: [176, 2175, 192, 2190]
sudoku-cell: [212, 1943, 244, 1975]
sudoku-cell: 4: [149, 1975, 181, 2008]
solution-cell: 8: [212, 2192, 230, 2207]
sudoku-cell: [181, 1975, 212, 2008]
solution-cell: 7: [176, 2192, 192, 2207]
solution-cell: 1: [306, 2139, 322, 2154]
sudoku-cell: 8: [276, 1943, 307, 1975]
pathaka-title2: ଜନସଂଖ୍ୟା ନିୟନ୍ତ୍ରଣ ଜରୁରୀ: [831, 1985, 1029, 2006]
report-leak-title: ରିପୋର୍ଟ ଲିକ୍: [927, 618, 1035, 643]
sudoku-row: [55, 1813, 338, 1845]
sudoku-cell: 4: [244, 1910, 276, 1943]
sudoku-cell: [55, 2008, 86, 2041]
sudoku-cell: [117, 2008, 149, 2041]
author-name: ଅରୁଣ ନେହେରୁ: [702, 451, 839, 479]
solution-cell: 6: [324, 2209, 340, 2226]
sudoku-cell: [212, 1877, 244, 1910]
solution-cell: 5: [250, 2122, 266, 2137]
solution-cell: 3: [288, 2192, 304, 2207]
sudoku-cell: 6: [276, 1975, 307, 2008]
solution-cell: 3: [176, 2228, 192, 2243]
solution-cell: 8: [194, 2228, 210, 2243]
sudoku-cell: [244, 1845, 276, 1877]
solution-cell: 1: [212, 2175, 230, 2190]
solution-cell: 4: [250, 2139, 266, 2154]
solution-cell: 6: [250, 2262, 266, 2277]
solution-cell: 3: [194, 2139, 210, 2154]
letters-sign: ସୌମ୍ୟରଞ୍ଜନ ନାୟକ, ପୁରୀ: [618, 1959, 738, 1972]
solution-cell: 4: [212, 2156, 230, 2173]
sudoku-cell: [276, 1845, 307, 1877]
sudoku-cell: [86, 1975, 117, 2008]
sudoku-cell: [181, 1877, 212, 1910]
solution-cell: 3: [288, 2209, 304, 2226]
sudoku-cell: [181, 2041, 212, 2073]
railway-col3: ଯୋଗ୍ୟ ଅଧିକାରୀ ଓ କର୍ମଚାରୀଙ୍କ ଅଭାବ ମଧ୍ୟ ରେଳବାଇର ଏକ ବଡ଼ ସମସ୍ୟା । ହଜାର ହଜାର ପଦବୀ ଖାଲି ପଡ଼ିଛି । ଏହାଦ୍ୱାରା କାର୍ଯ୍ୟଦକ୍ଷତା ପ୍ରଭାବିତ ହେଉଛି । ସୁରକ୍ଷା ସମ୍ବନ୍ଧୀୟ ପଦବୀଗୁଡ଼ିକ ପୂରଣ ନହେବା ଚିନ୍ତାର ବିଷୟ । ଖାଦ୍ୟ ଯୋଗାଣ ବ୍ୟବସ୍ଥାରେ ମଧ୍ୟ ଅନେକ ଅଭିଯୋଗ ଆସୁଛି । ନିମ୍ନମାନର ଖାଦ୍ୟ ଅଧିକ ଦରରେ ବିକ୍ରି ହେଉଛି । ରେଳ ମନ୍ତ୍ରଣାଳୟ ଏସବୁ ସମସ୍ୟା ସମାଧାନ ପାଇଁ ଏକ ସାମଗ୍ରିକ ଯୋଜନା ପ୍ରସ୍ତୁତ କରିବା ଉଚିତ୍ । ବେସରକାରୀ ପୁଞ୍ଜି ନିବେଶ ମାଧ୍ୟମରେ ଆଧାରଭୂମି ବିକାଶ କରାଯାଇପାରେ । ଆଧୁନିକ ପ୍ରଯୁକ୍ତି ବ୍ୟବହାର କରି ସୁରକ୍ଷା ବ୍ୟବସ୍ଥାକୁ ସୁଦୃଢ଼ କରିବା ଦରକାର । ଯାତ୍ରୀଙ୍କ ସନ୍ତୋଷ ହିଁ ରେଳବାଇର ସଫଳତାର ମାପକାଠି ହେବା ଉଚିତ୍ ।: [866, 1105, 1112, 1298]
sudoku-cell: [55, 1813, 86, 1845]
solution-row: [176, 2139, 340, 2154]
solution-cell: 9: [288, 2262, 304, 2277]
solution-cell: 3: [212, 2262, 230, 2277]
sudoku-cell: 7: [55, 1910, 86, 1943]
sudoku-cell: 5: [149, 1910, 181, 1943]
sudoku-cell: 3: [55, 1943, 86, 1975]
solution-cell: 6: [232, 2139, 248, 2154]
ei-bharatare-body: ଶିଶୁ ନିର୍ଯାତନା ରୋକିବାକୁ ଆଇନ ହୋଇଛି । ଏ ଦିଗରେ ସଚେତନତା ସୃଷ୍ଟି କରିବା ପାଇଁ ସରକାରୀ ଓ ବେସରକାରୀ ସ୍ତରରେ ଉଦ୍ୟମ ଜାରି ରହିଛି । ତା ସତ୍ତ୍ୱେ ଶିଶୁମାନେ ନିର୍ଯାତନାର ଶିକାର ହେଉଛନ୍ତି । ଏହା ଚିନ୍ତାର ବିଷୟ । ପରିବାର ଓ ସମାଜରେ ଶିଶୁମାନଙ୍କ ପ୍ରତି ଯେଉଁ ଦାୟିତ୍ୱ ରହିଛି ତାହା ଠିକ୍ ଭାବେ ପାଳନ ହେଉନାହିଁ । ବିଦ୍ୟାଳୟ, ଘର ଏବଂ କର୍ମସ୍ଥଳୀରେ ଶିଶୁମାନେ ବିଭିନ୍ନ ପ୍ରକାର ନିର୍ଯାତନାର ଶିକାର ହେଉଛନ୍ତି । ଅନେକ ସମୟରେ ଏହି ଘଟଣା ପଦାକୁ ଆସୁନାହିଁ । ଶିଶୁ ଅଧିକାର ସୁରକ୍ଷା ପାଇଁ ସମସ୍ତଙ୍କୁ ଆଗେଇ ଆସିବାକୁ ପଡ଼ିବ । ସରକାରଙ୍କ ପକ୍ଷରୁ ବିଭିନ୍ନ ଯୋଜନା କାର୍ଯ୍ୟକାରୀ ହେଉଥିଲେ ମଧ୍ୟ ତାହାର ସୁଫଳ ସମସ୍ତଙ୍କ ପାଖରେ ପହଞ୍ଚୁନାହିଁ । ଗରିବ ପରିବାରର ଶିଶୁମାନେ ଶିକ୍ଷାରୁ ବଞ୍ଚିତ ହୋଇ ଶ୍ରମ କରିବାକୁ ବାଧ୍ୟ ହେଉଛନ୍ତି । ଏହା ଦେଶର ଭବିଷ୍ୟତ ପାଇଁ ଶୁଭ ସଙ୍କେତ ନୁହେଁ ।: [6, 346, 360, 494]
poem-line: ଆସିଛି ଢଳି: [106, 77, 154, 91]
railway-footer: ୬୦୦, ଲକ୍ଷ୍ମୀନଗର, ଭୁବନେଶ୍ୱର–୫, ମୋ–୯୯୩୭୪୬୫୭୬୭: [882, 1842, 1112, 1853]
email-note: (Use only for letters to Editor, news & news photos): [1138, 2085, 1460, 2098]
solution-cell: 7: [212, 2228, 230, 2243]
solution-cell: 2: [306, 2122, 322, 2137]
railway-col2: ଭାରତୀୟ ରେଳବାଇ ସଂସ୍ଥାର ଆୟ ଓ ବ୍ୟୟ ମଧ୍ୟରେ ବ୍ୟବଧାନ ଦିନକୁ ଦିନ ବଢ଼ୁଛି । ଯାତ୍ରୀ ଭଡ଼ା ବୃଦ୍ଧି ନକରି ମାଲ ପରିବହନରୁ ଅଧିକ ଆୟ କରିବାକୁ ଚେଷ୍ଟା କରାଯାଉଛି । କର୍ମଚାରୀଙ୍କ ଦରମା ଓ ପେନସନରେ ବିପୁଳ ଅର୍ଥ ଖର୍ଚ୍ଚ ହେଉଛି । ଅନେକ ପ୍ରକଳ୍ପ ବର୍ଷ ବର୍ଷ ଧରି ଅଧାରେ ପଡ଼ି ରହିଛି । ଓଡ଼ିଶାରେ ଅନେକ ରେଳ ପ୍ରକଳ୍ପ ଆଜି ପର୍ଯ୍ୟନ୍ତ ସମ୍ପୂର୍ଣ୍ଣ ହୋଇନାହିଁ । ରାଜ୍ୟ ସରକାର ବାରମ୍ବାର ଦାବି କରିଥିଲେ ମଧ୍ୟ କେନ୍ଦ୍ର ସରକାର ଏଥିପ୍ରତି ଆନ୍ତରିକତା ଦେଖାଉନାହାନ୍ତି । ଯାତ୍ରୀମାନେ ସଂରକ୍ଷିତ ଡବାରେ ମଧ୍ୟ ଭିଡ଼ର ସମ୍ମୁଖୀନ ହେଉଛନ୍ତି । ଟିକେଟ୍ ଯାଞ୍ଚ ବ୍ୟବସ୍ଥା ଦୁର୍ବଳ ଥିବାରୁ ବିନା ଟିକେଟ୍‌ରେ ଯାତ୍ରା କରୁଥିବା ଲୋକଙ୍କ ସଂଖ୍ୟା ବଢ଼ୁଛି । ଏହି ସମସ୍ୟାର ସମାଧାନ ପାଇଁ କଠୋର ପଦକ୍ଷେପ ଦରକାର ।: [626, 1105, 858, 1313]
adv-email2[interactable]: :mileu11@yahoo.com (Use only for advertisements, commercial queries): [1138, 2134, 1459, 2162]
solution-cell: 6: [306, 2192, 322, 2207]
pachisha-item: ଭାରତରେ ଏକ ନିର୍ବାଚନ ଏକିଆ ଆଲୋଚନା ସରକାରଙ୍କ ପକ୍ଷରୁ ଆୟୋଜନ ହେବ ।: [1130, 1815, 1466, 1828]
solution-cell: 5: [306, 2262, 322, 2277]
main-col2: ଜୁନ୍ ୨୦୦୭ରେ ଆମେରିକାର ଗୃହ ଋଣ ସଙ୍କଟରୁ ଆରମ୍ଭ ହୋଇଥିବା ଏହି ମାନ୍ଦାବସ୍ଥା ଧୀରେ ଧୀରେ ସମଗ୍ର ବିଶ୍ୱକୁ ଗ୍ରାସ କରିଛି । ଇଉରୋପୀୟ ସଂଘର ଅନେକ ଦେଶ ସାର୍ବଭୌମ ଋଣ ସଙ୍କଟର ସମ୍ମୁଖୀନ ହୋଇଛନ୍ତି । ଗ୍ରୀସ୍, ଇଟାଲି, ସ୍ପେନ୍ ଓ ପର୍ତ୍ତୁଗାଲ ଭଳି ଦେଶ ଆର୍ଥିକ ଦୁର୍ବିପାକରେ ପଡ଼ିଛନ୍ତି । ଏଠାରେ କଠୋର ବ୍ୟୟ ସଙ୍କୋଚନ ନୀତି ଲାଗୁ ହେବା ଫଳରେ ଜନ ଅସନ୍ତୋଷ ଦେଖାଦେଇଛି । ଚୀନ୍ ଓ ଜାପାନ ଭଳି ଏସୀୟ ଦେଶ ମଧ୍ୟ ଏହି ପ୍ରଭାବରୁ ବର୍ତ୍ତି ପାରିନାହାନ୍ତି । ବିଶ୍ୱ ବାଣିଜ୍ୟ ସଂଗଠନ ଅନୁସାରେ ଆନ୍ତର୍ଜାତିକ ବାଣିଜ୍ୟ ହ୍ରାସ ପାଇଛି । ଅର୍ଥନୀତିଜ୍ଞମାନେ କହୁଛନ୍ତି ଯେ ଆଗାମୀ କିଛି ବର୍ଷ ପର୍ଯ୍ୟନ୍ତ ଏହି ଅବସ୍ଥା ଜାରି ରହିପାରେ । ଉପଯୁକ୍ତ ନୀତି ଓ ସମନ୍ୱିତ ପଦକ୍ଷେପ ବିନା ଏହି ସଙ୍କଟରୁ ମୁକ୍ତି ପାଇବା କଷ୍ଟକର ।: [614, 201, 842, 409]
sudoku-cell: 5: [276, 1877, 307, 1910]
pathaka-col: [748, 1870, 1112, 2330]
solution-row: [176, 2245, 340, 2260]
solution-cell: 4: [324, 2245, 340, 2260]
solution-cell: 8: [306, 2175, 322, 2190]
solution-cell: 2: [176, 2156, 192, 2173]
sudoku-cell: [244, 2008, 276, 2041]
sudoku-grid: [54, 1812, 338, 2105]
solution-cell: 3: [268, 2122, 286, 2137]
sudoku-cell: [86, 1877, 117, 1910]
solution-cell: 3: [232, 2156, 248, 2173]
sudoku-cell: [55, 1877, 86, 1910]
sudoku-cell: [212, 2008, 244, 2041]
sudoku-cell: [117, 1845, 149, 1877]
solution-row: [176, 2228, 340, 2243]
sudoku-row: [55, 1845, 338, 1877]
solution-row: [176, 2175, 340, 2190]
vitiri-katha-label: ଭିତିରି କଥା: [688, 1348, 884, 1373]
vitiri-katha-box: [600, 1340, 890, 1428]
sadguru-footer: ଶ୍ରୀକୃଷ୍ଣ ବିଦ୍ୟା ମହାବିଦ୍ୟାଳୟ, ମୟୂରଭଞ୍ଜ: [1316, 1745, 1493, 1756]
solution-cell: 2: [232, 2228, 248, 2243]
email-label: କେବଳ ଚିଠିପତ୍ର ପାଇଁ:: [1138, 2055, 1238, 2068]
ei-bharatare-header: [4, 262, 362, 340]
chirantani-poem: [16, 56, 350, 246]
sudoku-cell: [307, 1975, 338, 2008]
sadguru-body: ଭାରତ ମହାନ । ମହାନ ତାହାର ପରମ୍ପରା । ମହାତ୍ମା ଯୋଗୀ ଋଷିଙ୍କ ଜନ୍ମଭୂମି ଏହି ଭାରତବର୍ଷ । ଯୁଗେ ଯୁଗେ ଏଠାରେ ମହାପୁରୁଷମାନେ ଜନ୍ମଗ୍ରହଣ କରି ମାନବ ସମାଜକୁ ଆଲୋକର ପଥ ଦେଖାଇଛନ୍ତି । ସେହିଭଳି ଜଣେ ମହାପୁରୁଷ ହେଉଛନ୍ତି ସଦ୍‌ଗୁରୁ ସ୍ୱାମୀ ନିଗମାନନ୍ଦ ସରସ୍ୱତୀ ପରମହଂସଦେବ । ସେ ଜ୍ଞାନ, ଯୋଗ, ତନ୍ତ୍ର ଓ ପ୍ରେମ ଚାରିଟି ସାଧନାରେ ସିଦ୍ଧିଲାଭ କରିଥିଲେ । ତାଙ୍କର ଜୀବନ ଓ ବାଣୀ ଆଜି ମଧ୍ୟ ଲକ୍ଷ ଲକ୍ଷ ଭକ୍ତଙ୍କୁ ପ୍ରେରଣା ଯୋଗାଉଛି । ସେ ମଣିଷକୁ ଆଦର୍ଶ ଗୃହସ୍ଥ ଜୀବନ ଯାପନ କରିବାକୁ ଉପଦେଶ ଦେଇଥିଲେ ।: [1130, 109, 1493, 212]
sudoku-cell: 8: [307, 2008, 338, 2041]
